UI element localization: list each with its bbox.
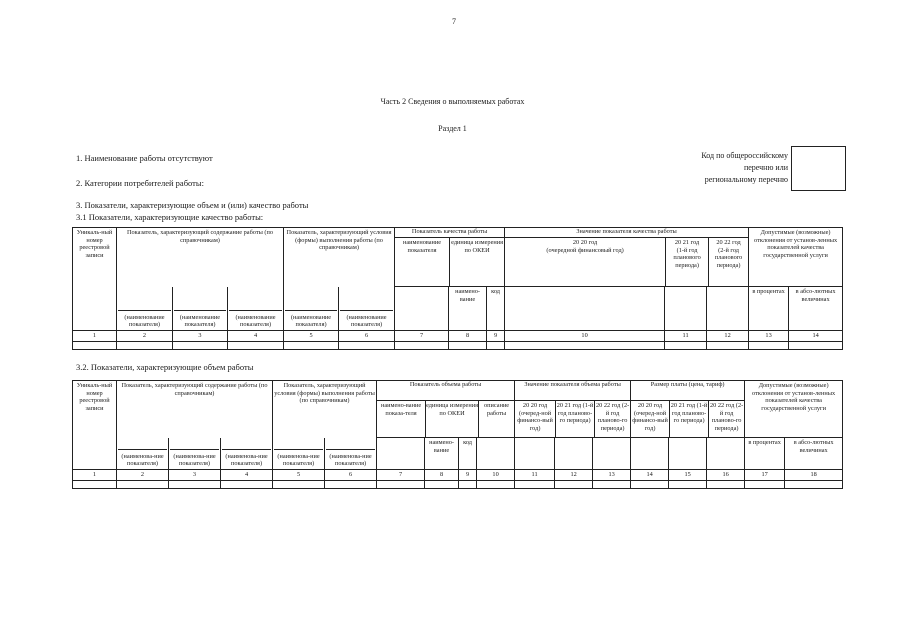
- col-content: Показатель, характеризующий содержание работы (по справочникам): [117, 228, 284, 287]
- col-num: 18: [785, 470, 843, 481]
- col-num: 2: [117, 470, 169, 481]
- code-label-line-3: региональному перечню: [704, 175, 788, 184]
- value-year-1-sub: (очередной финансовый год): [546, 246, 624, 254]
- empty-row: [73, 341, 843, 349]
- sub-label-4: (наименова-ние показателя): [221, 438, 273, 470]
- sub-label-6: (наименова-ние показателя): [325, 438, 377, 470]
- col-deviation: Допустимые (возможные) отклонения от установ-ленных показателей качества государственной услуги: [745, 381, 843, 438]
- value-year-1: 20 20 год: [572, 239, 598, 246]
- col-volume: [377, 381, 515, 438]
- code-box[interactable]: [791, 146, 846, 191]
- sub-label-2: (наименование показателя): [117, 287, 173, 331]
- deviation-percent: в процентах: [745, 438, 785, 470]
- col-value: [505, 228, 749, 287]
- sub-label-2: (наименова-ние показателя): [117, 438, 169, 470]
- volume-unit: единица измерения по ОКЕИ: [426, 401, 479, 437]
- number-row: [73, 331, 843, 342]
- col-conditions: Показатель, характеризующий условия (формы) выполнения работы (по справочникам): [273, 381, 377, 438]
- col-value: [515, 381, 631, 438]
- quality-indicators-heading: 3.1 Показатели, характеризующие качество работы:: [76, 212, 264, 222]
- code-label-line-1: Код по общероссийскому: [701, 151, 788, 160]
- volume-header: Показатель объема работы: [377, 381, 514, 401]
- col-num: 12: [707, 331, 749, 342]
- col-num: 9: [459, 470, 477, 481]
- col-num: 11: [515, 470, 555, 481]
- value-year-3: 20 22 год: [716, 239, 741, 246]
- unit-name-header: наимено-вание: [449, 287, 487, 331]
- fee-header: Размер платы (цена, тариф): [631, 381, 744, 401]
- fee-year-1: 20 20 год (очеред-ной финансо-вый год): [631, 401, 670, 437]
- volume-indicators-heading: 3.2. Показатели, характеризующие объем работы: [76, 362, 254, 372]
- fee-year-2: 20 21 год (1-й год планово-го периода): [670, 401, 709, 437]
- col-num: 4: [221, 470, 273, 481]
- col-num: 10: [477, 470, 515, 481]
- code-label: [701, 150, 788, 186]
- sub-label-4: (наименование показателя): [228, 287, 284, 331]
- volume-description: описание работы: [484, 402, 510, 417]
- col-num: 11: [665, 331, 707, 342]
- value-year-3-sub: (2-й год планового периода): [714, 246, 743, 269]
- consumer-category-line: 2. Категории потребителей работы:: [76, 178, 204, 188]
- col-num: 7: [395, 331, 449, 342]
- deviation-absolute: в абсо-лютных величинах: [785, 438, 843, 470]
- col-num: 12: [555, 470, 593, 481]
- volume-table: [72, 380, 843, 489]
- col-num: 8: [425, 470, 459, 481]
- value-year-2-sub: (1-й год планового периода): [673, 246, 701, 269]
- col-num: 4: [228, 331, 284, 342]
- value-header: Значение показателя качества работы: [505, 228, 748, 238]
- quality-name: наименование показателя: [395, 238, 450, 286]
- col-num: 3: [173, 331, 228, 342]
- unit-code-header: код: [459, 438, 477, 470]
- col-num: 8: [449, 331, 487, 342]
- col-num: 17: [745, 470, 785, 481]
- col-content: Показатель, характеризующий содержание работы (по справочникам): [117, 381, 273, 438]
- quality-header: Показатель качества работы: [395, 228, 504, 238]
- col-fee: [631, 381, 745, 438]
- work-name-line: 1. Наименование работы отсутствуют: [76, 153, 213, 163]
- col-num: 7: [377, 470, 425, 481]
- col-num: 2: [117, 331, 173, 342]
- deviation-absolute: в абсо-лютных величинах: [789, 287, 843, 331]
- col-conditions: Показатель, характеризующий условия (формы) выполнения работы (по справочникам): [284, 228, 395, 287]
- col-unique-number: Уникаль-ный номер реестровой записи: [73, 228, 117, 331]
- deviation-percent: в процентах: [749, 287, 789, 331]
- value-header: Значение показателя объема работы: [515, 381, 630, 401]
- value-year-2: 20 21 год: [674, 239, 700, 246]
- code-label-line-2: перечню или: [743, 163, 788, 172]
- col-num: 1: [73, 331, 117, 342]
- col-num: 14: [789, 331, 843, 342]
- col-num: 15: [669, 470, 707, 481]
- fee-year-3: 20 22 год (2-й год планово-го периода): [709, 402, 744, 432]
- value-year-1: 20 20 год (очеред-ной финансо-вый год): [515, 401, 556, 437]
- volume-name: наимено-вание показа-теля: [377, 401, 426, 437]
- col-num: 3: [169, 470, 221, 481]
- unit-code-header: код: [487, 287, 505, 331]
- col-num: 1: [73, 470, 117, 481]
- value-year-2: 20 21 год (1-й год планово-го периода): [556, 401, 595, 437]
- sub-label-3: (наименова-ние показателя): [169, 438, 221, 470]
- sub-label-6: (наименование показателя): [339, 287, 395, 331]
- col-quality: [395, 228, 505, 287]
- number-row: [73, 470, 843, 481]
- quality-table: [72, 227, 843, 350]
- page-number: 7: [452, 17, 456, 26]
- sub-label-5: (наименова-ние показателя): [273, 438, 325, 470]
- col-num: 13: [749, 331, 789, 342]
- col-num: 16: [707, 470, 745, 481]
- part-title: Часть 2 Сведения о выполняемых работах: [380, 97, 525, 106]
- col-num: 14: [631, 470, 669, 481]
- col-deviation: Допустимые (возможные) отклонения от установ-ленных показателей качества государственной услуги: [749, 228, 843, 287]
- col-num: 6: [325, 470, 377, 481]
- sub-label-5: (наименование показателя): [284, 287, 339, 331]
- empty-row: [73, 480, 843, 488]
- quality-unit: единица измерения по ОКЕИ: [451, 239, 504, 254]
- section-title: Раздел 1: [438, 124, 467, 133]
- unit-name-header: наимено-вание: [425, 438, 459, 470]
- col-unique-number: Уникаль-ный номер реестровой записи: [73, 381, 117, 470]
- col-num: 13: [593, 470, 631, 481]
- indicators-heading: 3. Показатели, характеризующие объем и (или) качество работы: [76, 200, 309, 210]
- col-num: 10: [505, 331, 665, 342]
- sub-label-3: (наименование показателя): [173, 287, 228, 331]
- col-num: 9: [487, 331, 505, 342]
- col-num: 5: [284, 331, 339, 342]
- col-num: 6: [339, 331, 395, 342]
- col-num: 5: [273, 470, 325, 481]
- value-year-3: 20 22 год (2-й год планово-го периода): [595, 402, 630, 432]
